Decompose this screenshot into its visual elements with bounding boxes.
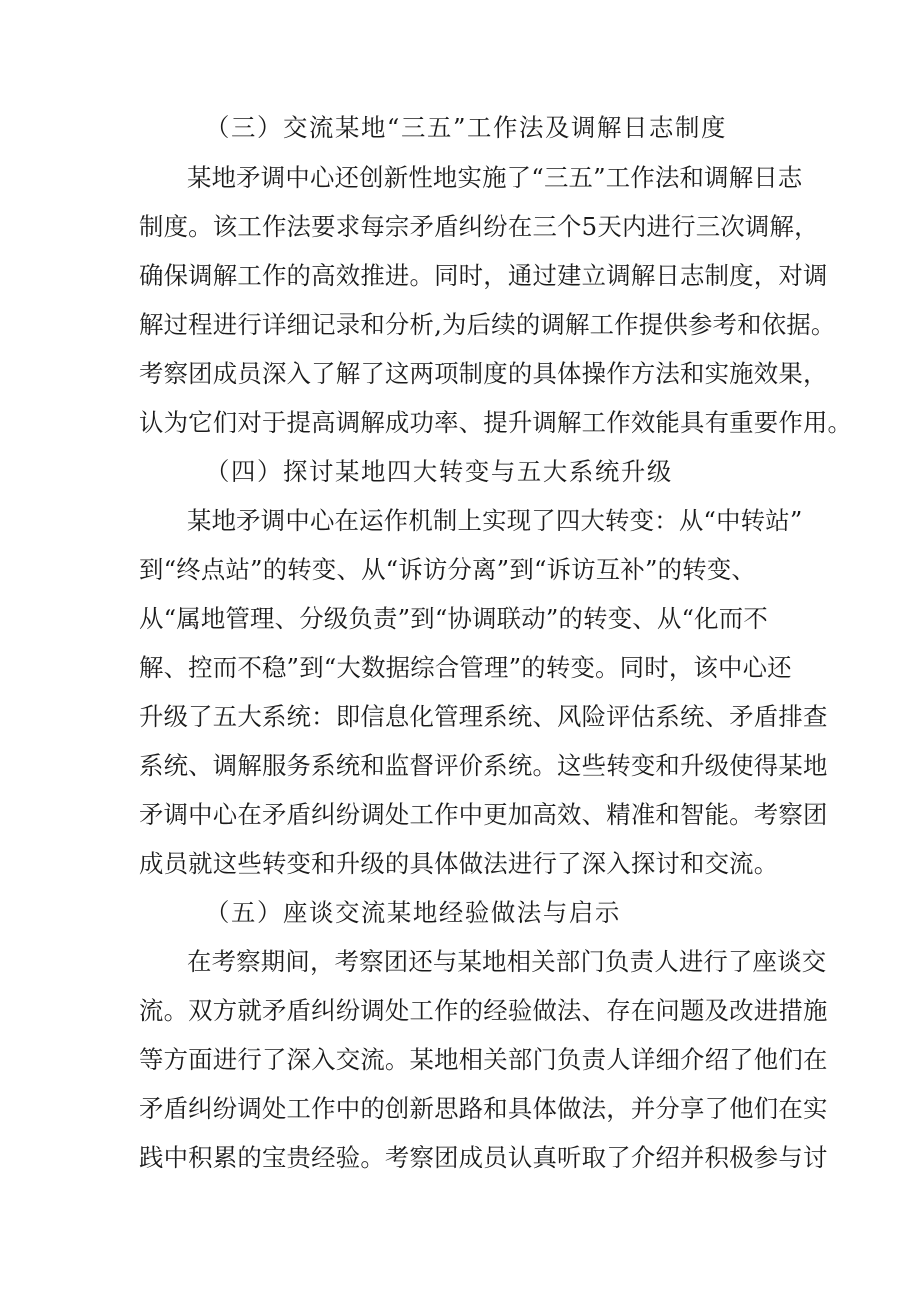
paragraph-line: 升级了五大系统：即信息化管理系统、风险评估系统、矛盾排查	[139, 702, 828, 731]
paragraph-line: 矛盾纠纷调处工作中的创新思路和具体做法，并分享了他们在实	[139, 1094, 828, 1123]
paragraph-line: 从“属地管理、分级负责”到“协调联动”的转变、从“化而不	[139, 604, 768, 633]
paragraph-line: 解过程进行详细记录和分析,为后续的调解工作提供参考和依据。	[139, 310, 836, 339]
section-5-heading: （五）座谈交流某地经验做法与启示	[205, 898, 621, 927]
section-4-heading: （四）探讨某地四大转变与五大系统升级	[205, 457, 673, 486]
paragraph-line: 流。双方就矛盾纠纷调处工作的经验做法、存在问题及改进措施	[139, 996, 828, 1025]
paragraph-line: 践中积累的宝贵经验。考察团成员认真听取了介绍并积极参与讨	[139, 1143, 828, 1172]
paragraph-line: 等方面进行了深入交流。某地相关部门负责人详细介绍了他们在	[139, 1045, 828, 1074]
paragraph-line: 在考察期间，考察团还与某地相关部门负责人进行了座谈交	[187, 947, 827, 976]
paragraph-line: 制度。该工作法要求每宗矛盾纠纷在三个5天内进行三次调解，	[139, 212, 819, 241]
paragraph-line: 成员就这些转变和升级的具体做法进行了深入探讨和交流。	[139, 849, 779, 878]
paragraph-line: 考察团成员深入了解了这两项制度的具体操作方法和实施效果，	[139, 359, 828, 388]
paragraph-line: 矛调中心在矛盾纠纷调处工作中更加高效、精准和智能。考察团	[139, 800, 828, 829]
section-3-heading: （三）交流某地“三五”工作法及调解日志制度	[205, 113, 727, 142]
paragraph-line: 某地矛调中心还创新性地实施了“三五”工作法和调解日志	[187, 163, 803, 192]
paragraph-line: 系统、调解服务系统和监督评价系统。这些转变和升级使得某地	[139, 751, 828, 780]
paragraph-line: 到“终点站”的转变、从“诉访分离”到“诉访互补”的转变、	[139, 555, 757, 584]
paragraph-line: 认为它们对于提高调解成功率、提升调解工作效能具有重要作用。	[139, 408, 853, 437]
paragraph-line: 确保调解工作的高效推进。同时，通过建立调解日志制度，对调	[139, 261, 828, 290]
paragraph-line: 某地矛调中心在运作机制上实现了四大转变：从“中转站”	[187, 506, 803, 535]
paragraph-line: 解、控而不稳”到“大数据综合管理”的转变。同时，该中心还	[139, 653, 792, 682]
